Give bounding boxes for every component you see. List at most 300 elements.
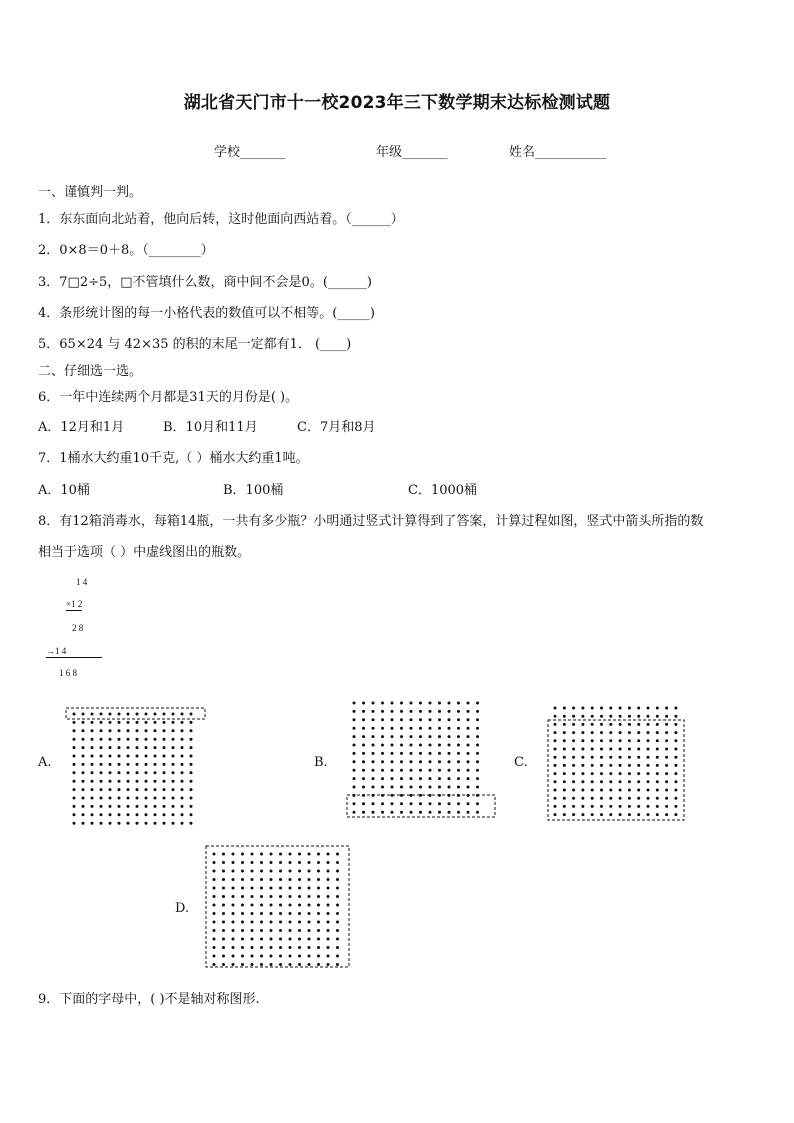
dot xyxy=(572,715,575,718)
dot xyxy=(674,764,677,767)
dot xyxy=(391,811,394,814)
dot xyxy=(457,760,460,763)
dot xyxy=(400,710,403,713)
dot xyxy=(73,788,76,791)
dot xyxy=(410,735,413,738)
dot xyxy=(270,963,273,966)
dot xyxy=(400,727,403,730)
dot xyxy=(554,780,557,783)
dot xyxy=(362,727,365,730)
dot xyxy=(109,755,112,758)
dot xyxy=(572,805,575,808)
dot xyxy=(298,895,301,898)
dot xyxy=(410,760,413,763)
dot xyxy=(554,707,557,710)
dot xyxy=(181,721,184,724)
dot xyxy=(91,805,94,808)
dot xyxy=(213,878,216,881)
dot xyxy=(619,748,622,751)
dot xyxy=(298,878,301,881)
dot xyxy=(336,870,339,873)
dot xyxy=(628,748,631,751)
dot xyxy=(279,929,282,932)
dot xyxy=(457,702,460,705)
dot xyxy=(91,746,94,749)
dot xyxy=(353,786,356,789)
dot xyxy=(656,731,659,734)
dot xyxy=(251,895,254,898)
dot xyxy=(637,748,640,751)
dot xyxy=(476,786,479,789)
dot xyxy=(127,746,130,749)
dot xyxy=(241,870,244,873)
dot xyxy=(591,772,594,775)
dot xyxy=(647,756,650,759)
dot xyxy=(270,887,273,890)
dot xyxy=(467,802,470,805)
dot xyxy=(222,929,225,932)
dot xyxy=(241,887,244,890)
dot xyxy=(172,738,175,741)
dot xyxy=(674,789,677,792)
dot xyxy=(145,746,148,749)
dot xyxy=(619,813,622,816)
dot xyxy=(172,797,175,800)
option-c-dashed-outline xyxy=(548,720,684,820)
dot xyxy=(609,723,612,726)
question-6: 6．一年中连续两个月都是31天的月份是( )。 xyxy=(38,390,299,405)
dot xyxy=(438,710,441,713)
dot xyxy=(563,715,566,718)
dot xyxy=(213,904,216,907)
dot xyxy=(222,878,225,881)
dot xyxy=(448,718,451,721)
dot xyxy=(109,813,112,816)
dot xyxy=(410,752,413,755)
dot xyxy=(410,702,413,705)
dot xyxy=(600,789,603,792)
dot xyxy=(190,729,193,732)
dot xyxy=(381,702,384,705)
dot xyxy=(154,729,157,732)
dot xyxy=(419,760,422,763)
dot xyxy=(190,797,193,800)
dot xyxy=(163,763,166,766)
dot xyxy=(391,718,394,721)
dot xyxy=(100,738,103,741)
dot xyxy=(232,963,235,966)
dot xyxy=(362,752,365,755)
dot xyxy=(279,946,282,949)
dot xyxy=(448,735,451,738)
dot xyxy=(136,797,139,800)
dot xyxy=(213,955,216,958)
dot xyxy=(154,805,157,808)
dot xyxy=(136,729,139,732)
dot xyxy=(600,813,603,816)
dot xyxy=(82,713,85,716)
dot xyxy=(260,963,263,966)
dot xyxy=(298,870,301,873)
dot xyxy=(362,735,365,738)
dot xyxy=(656,756,659,759)
dot xyxy=(572,756,575,759)
dot xyxy=(82,797,85,800)
dot xyxy=(232,938,235,941)
dot xyxy=(429,769,432,772)
dot xyxy=(172,771,175,774)
dot xyxy=(438,786,441,789)
dot xyxy=(581,797,584,800)
dot xyxy=(213,853,216,856)
dot xyxy=(260,870,263,873)
dot xyxy=(448,702,451,705)
dot xyxy=(336,921,339,924)
dot xyxy=(241,895,244,898)
dot xyxy=(91,788,94,791)
dot xyxy=(241,904,244,907)
dot xyxy=(391,786,394,789)
dot xyxy=(429,802,432,805)
dot xyxy=(91,721,94,724)
dot xyxy=(656,748,659,751)
dot xyxy=(353,727,356,730)
dot xyxy=(637,772,640,775)
dot xyxy=(457,744,460,747)
dot xyxy=(336,878,339,881)
dot xyxy=(73,797,76,800)
dot xyxy=(317,946,320,949)
dot xyxy=(154,771,157,774)
dot xyxy=(190,738,193,741)
dot xyxy=(400,802,403,805)
dot xyxy=(260,878,263,881)
dot xyxy=(581,731,584,734)
dot xyxy=(317,963,320,966)
dot xyxy=(438,718,441,721)
dot xyxy=(419,744,422,747)
dot xyxy=(251,955,254,958)
q7-option-c: C．1000桶 xyxy=(408,483,478,498)
dot xyxy=(100,813,103,816)
dot xyxy=(619,764,622,767)
dot xyxy=(591,707,594,710)
dot xyxy=(317,955,320,958)
dot xyxy=(467,811,470,814)
dot xyxy=(82,780,85,783)
dot xyxy=(127,780,130,783)
dot xyxy=(260,904,263,907)
dot xyxy=(222,921,225,924)
dot xyxy=(353,702,356,705)
dot xyxy=(581,764,584,767)
dot xyxy=(410,777,413,780)
dot xyxy=(308,870,311,873)
q6-option-a: A．12月和1月 xyxy=(38,420,125,435)
dot xyxy=(656,813,659,816)
dot xyxy=(372,811,375,814)
dot xyxy=(289,938,292,941)
dot xyxy=(619,780,622,783)
dot xyxy=(563,756,566,759)
dot xyxy=(438,735,441,738)
dot xyxy=(665,797,668,800)
dot xyxy=(637,813,640,816)
dot xyxy=(419,786,422,789)
dot xyxy=(572,731,575,734)
dot xyxy=(336,929,339,932)
dot xyxy=(619,789,622,792)
dot xyxy=(362,710,365,713)
dot xyxy=(628,789,631,792)
dot xyxy=(213,929,216,932)
dot xyxy=(91,780,94,783)
dot xyxy=(563,813,566,816)
dot xyxy=(163,721,166,724)
dot xyxy=(372,710,375,713)
dot xyxy=(591,780,594,783)
dot xyxy=(181,746,184,749)
dot xyxy=(381,744,384,747)
dot xyxy=(145,805,148,808)
dot xyxy=(391,769,394,772)
dot xyxy=(251,878,254,881)
dot xyxy=(637,715,640,718)
dot xyxy=(362,702,365,705)
dot xyxy=(73,763,76,766)
dot xyxy=(353,769,356,772)
dot xyxy=(181,797,184,800)
dot xyxy=(554,748,557,751)
dot xyxy=(181,738,184,741)
dot xyxy=(391,752,394,755)
dot xyxy=(554,739,557,742)
dot xyxy=(279,921,282,924)
dot xyxy=(308,963,311,966)
dot xyxy=(289,955,292,958)
dot xyxy=(270,938,273,941)
dot xyxy=(591,764,594,767)
dot xyxy=(665,813,668,816)
dot xyxy=(213,912,216,915)
dot xyxy=(213,963,216,966)
dot xyxy=(665,707,668,710)
dot xyxy=(457,710,460,713)
dot xyxy=(563,723,566,726)
dot xyxy=(82,771,85,774)
dot xyxy=(163,780,166,783)
dot xyxy=(232,870,235,873)
dot xyxy=(391,702,394,705)
dot xyxy=(270,904,273,907)
dot xyxy=(73,813,76,816)
dot xyxy=(289,946,292,949)
dot xyxy=(327,963,330,966)
dot xyxy=(91,813,94,816)
dot xyxy=(251,938,254,941)
dot xyxy=(600,764,603,767)
dot xyxy=(327,904,330,907)
dot xyxy=(82,822,85,825)
dot xyxy=(298,861,301,864)
dot xyxy=(181,729,184,732)
dot xyxy=(628,797,631,800)
dot xyxy=(581,748,584,751)
dot xyxy=(609,797,612,800)
dot xyxy=(400,735,403,738)
dot xyxy=(591,739,594,742)
dot xyxy=(572,797,575,800)
dot xyxy=(308,887,311,890)
dot xyxy=(145,797,148,800)
section-heading-2: 二、仔细选一选。 xyxy=(38,364,143,379)
dot xyxy=(656,764,659,767)
dot xyxy=(467,727,470,730)
dot xyxy=(172,813,175,816)
dot xyxy=(637,707,640,710)
dot xyxy=(289,887,292,890)
dot xyxy=(581,707,584,710)
dot xyxy=(628,764,631,767)
dot xyxy=(298,946,301,949)
dot xyxy=(163,738,166,741)
dot xyxy=(172,721,175,724)
dot xyxy=(172,805,175,808)
dot xyxy=(563,772,566,775)
dot xyxy=(336,912,339,915)
dot xyxy=(647,772,650,775)
dot xyxy=(665,789,668,792)
dot xyxy=(317,921,320,924)
dot xyxy=(154,822,157,825)
dot xyxy=(145,721,148,724)
dot xyxy=(251,870,254,873)
dot xyxy=(260,887,263,890)
dot xyxy=(609,731,612,734)
dot xyxy=(270,929,273,932)
dot xyxy=(136,738,139,741)
dot xyxy=(476,718,479,721)
dot xyxy=(181,713,184,716)
dot xyxy=(336,861,339,864)
dot xyxy=(136,822,139,825)
dot xyxy=(429,760,432,763)
dot xyxy=(674,797,677,800)
dot xyxy=(190,822,193,825)
dot xyxy=(154,713,157,716)
question-8-line-2: 相当于选项（ ）中虚线图出的瓶数。 xyxy=(38,545,251,560)
dot xyxy=(289,904,292,907)
dot xyxy=(647,707,650,710)
dot xyxy=(222,887,225,890)
dot xyxy=(572,707,575,710)
dot xyxy=(91,822,94,825)
dot xyxy=(222,853,225,856)
dot xyxy=(457,718,460,721)
dot xyxy=(232,946,235,949)
dot xyxy=(429,752,432,755)
dot xyxy=(563,789,566,792)
dot xyxy=(232,887,235,890)
dot xyxy=(656,780,659,783)
dot xyxy=(127,788,130,791)
dot xyxy=(270,870,273,873)
dot xyxy=(476,802,479,805)
dot xyxy=(336,887,339,890)
dot xyxy=(109,729,112,732)
dot xyxy=(637,797,640,800)
dot xyxy=(136,713,139,716)
dot xyxy=(241,921,244,924)
dot xyxy=(581,723,584,726)
dot xyxy=(260,946,263,949)
dot xyxy=(308,861,311,864)
dot xyxy=(591,789,594,792)
dot xyxy=(127,755,130,758)
dot xyxy=(391,777,394,780)
dot xyxy=(145,788,148,791)
dot xyxy=(91,797,94,800)
dot xyxy=(457,752,460,755)
dot xyxy=(665,780,668,783)
dot xyxy=(572,748,575,751)
dot xyxy=(118,713,121,716)
dot xyxy=(410,744,413,747)
dot xyxy=(127,763,130,766)
dot xyxy=(429,718,432,721)
dot xyxy=(410,727,413,730)
dot xyxy=(270,955,273,958)
dot xyxy=(429,710,432,713)
dot xyxy=(127,713,130,716)
dot xyxy=(372,786,375,789)
dot xyxy=(127,797,130,800)
dot xyxy=(362,786,365,789)
dot xyxy=(308,955,311,958)
dot xyxy=(572,780,575,783)
dot xyxy=(127,721,130,724)
dot xyxy=(381,802,384,805)
dot xyxy=(279,938,282,941)
dot xyxy=(222,895,225,898)
dot xyxy=(241,963,244,966)
dot xyxy=(591,805,594,808)
dot xyxy=(457,802,460,805)
dot xyxy=(665,731,668,734)
dot xyxy=(279,904,282,907)
dot xyxy=(82,721,85,724)
dot xyxy=(213,895,216,898)
dot xyxy=(429,744,432,747)
dot xyxy=(410,710,413,713)
dot xyxy=(336,895,339,898)
dot xyxy=(600,772,603,775)
dot xyxy=(136,721,139,724)
dot xyxy=(362,777,365,780)
dot xyxy=(222,870,225,873)
dot xyxy=(145,822,148,825)
dot xyxy=(448,710,451,713)
dot xyxy=(600,715,603,718)
dot xyxy=(127,771,130,774)
dot xyxy=(232,861,235,864)
dot xyxy=(154,780,157,783)
dot xyxy=(400,752,403,755)
calc-row-5: 1 6 8 xyxy=(59,668,77,678)
dot xyxy=(372,752,375,755)
dot xyxy=(317,929,320,932)
dot xyxy=(327,946,330,949)
